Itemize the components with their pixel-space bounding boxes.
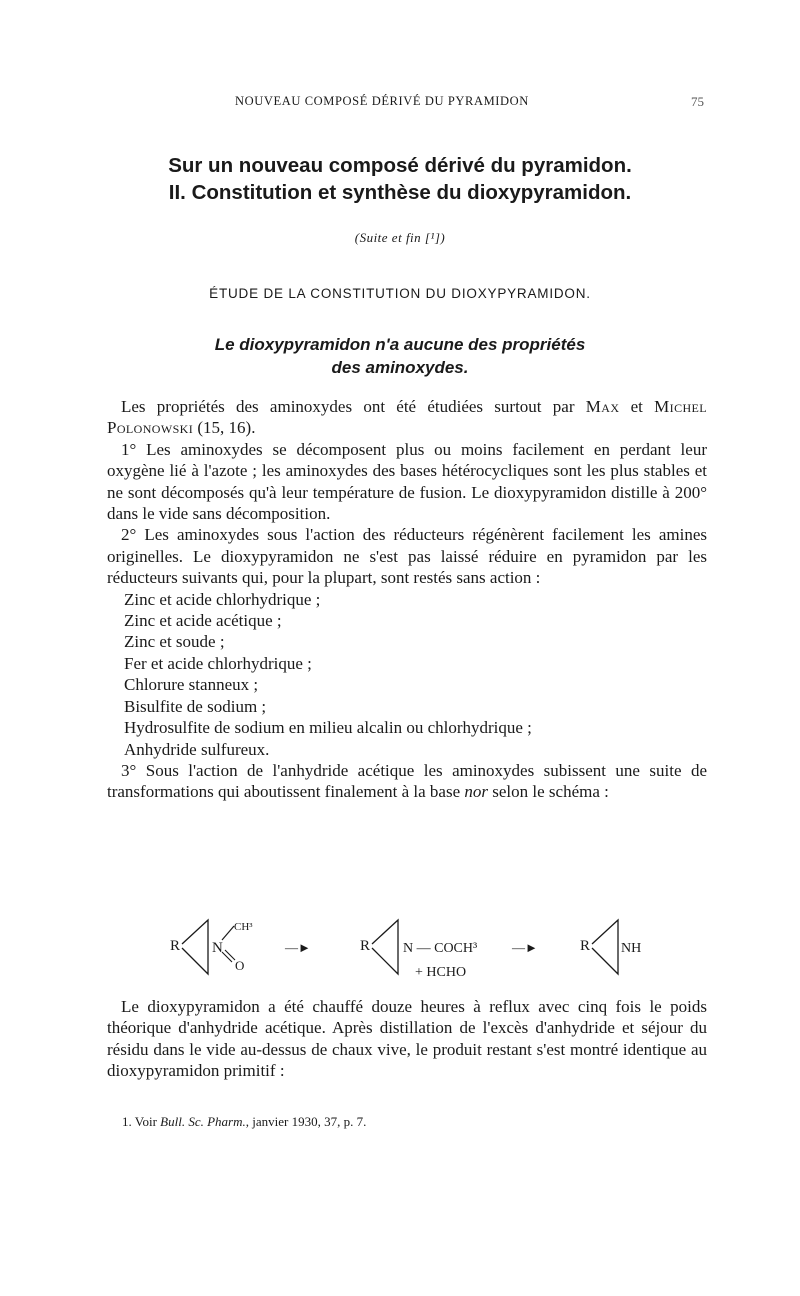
footnote-text: 1. Voir: [122, 1114, 161, 1129]
bond-ch3: [222, 926, 234, 940]
paragraph-1: 1° Les aminoxydes se décomposent plus ou moins facilement en perdant leur oxygène lié à l'azote ; les aminoxydes des bases hétérocycliques sont les plus stables et ne sont décomposés qu'à leur température de fusion. Le dioxypyramidon distille à 200° dans le vide sans décomposition.: [107, 439, 707, 524]
list-item: Zinc et acide acétique ;: [124, 611, 282, 631]
paragraph-2: 2° Les aminoxydes sous l'action des réducteurs régénèrent facilement les amines originelles. Le dioxypyramidon ne s'est pas laissé réduire en pyramidon par les réducteurs suivants qui, pour la plupart, sont restés sans action :: [107, 525, 707, 588]
title-line-2: II. Constitution et synthèse du dioxypyramidon.: [168, 181, 632, 204]
running-head: NOUVEAU COMPOSÉ DÉRIVÉ DU PYRAMIDON: [235, 94, 529, 108]
hcho-label: + HCHO: [415, 965, 467, 980]
list-item: Zinc et soude ;: [124, 632, 225, 652]
reaction-scheme-svg: [160, 912, 680, 984]
list-item: Anhydride sulfureux.: [124, 739, 270, 759]
paragraph-4: Le dioxypyramidon a été chauffé douze heures à reflux avec cinq fois le poids théorique d'anhydride acétique. Après distillation de l'excès d'anhydride et séjour du résidu dans le vide au-dessus de chaux vive, le produit restant s'est montré identique au dioxypyramidon primitif :: [107, 997, 707, 1081]
intro-paragraph: [107, 396, 707, 439]
list-item: Hydrosulfite de sodium en milieu alcalin ou chlorhydrique ;: [124, 718, 532, 738]
subtitle-line-2: des aminoxydes.: [331, 358, 469, 377]
list-item: Bisulfite de sodium ;: [124, 696, 267, 716]
intro-reference: (15, 16).: [193, 418, 256, 438]
reaction-scheme: [160, 912, 680, 984]
article-title: [0, 152, 800, 206]
suite-note: (Suite et fin [¹]): [354, 230, 446, 245]
ch3-label: CH³: [234, 921, 253, 933]
ring-3: [592, 920, 618, 974]
paragraph-3-end: selon le schéma :: [488, 782, 609, 802]
arrow-2: —►: [512, 940, 538, 955]
page-header: [0, 94, 800, 112]
bond-oxide: [222, 950, 235, 962]
list-item: Zinc et acide chlorhydrique ;: [124, 589, 321, 609]
r-label-1: R: [170, 938, 181, 954]
list-item: Fer et acide chlorhydrique ;: [124, 653, 312, 673]
footnote-journal: Bull. Sc. Pharm.: [160, 1114, 246, 1129]
paragraph-3: [107, 760, 707, 803]
title-line-1: Sur un nouveau composé dérivé du pyramidon.: [168, 154, 632, 177]
list-item: Chlorure stanneux ;: [124, 675, 259, 695]
footnote: [122, 1114, 722, 1130]
arrow-1: —►: [285, 940, 311, 955]
nh-label: NH: [621, 941, 642, 956]
r-label-3: R: [580, 938, 591, 954]
intro-and: et: [619, 397, 655, 416]
author-polonowski: Michel Polonowski: [107, 397, 707, 438]
body-text-continued: [107, 996, 707, 1082]
author-max: Max: [585, 397, 620, 416]
ring-1: [182, 920, 208, 974]
n-label-1: N: [212, 940, 223, 956]
reducer-list: [107, 589, 707, 760]
intro-text: Les propriétés des aminoxydes ont été étudiées surtout par: [121, 397, 586, 416]
subtitle-line-1: Le dioxypyramidon n'a aucune des propriétés: [214, 335, 586, 354]
r-label-2: R: [360, 938, 371, 954]
nor-italic: nor: [464, 782, 488, 802]
page-number: 75: [691, 94, 704, 109]
ring-2: [372, 920, 398, 974]
section-heading: ÉTUDE DE LA CONSTITUTION DU DIOXYPYRAMIDON.: [209, 286, 591, 301]
subsection-title: [0, 333, 800, 379]
footnote-reference: , janvier 1930, 37, p. 7.: [245, 1114, 367, 1129]
coch3-label: N — COCH³: [403, 941, 478, 956]
paragraph-3-text: 3° Sous l'action de l'anhydride acétique les aminoxydes subissent une suite de transformations qui aboutissent finalement à la base: [107, 760, 707, 802]
o-label: O: [235, 958, 245, 973]
body-text: [107, 396, 707, 803]
